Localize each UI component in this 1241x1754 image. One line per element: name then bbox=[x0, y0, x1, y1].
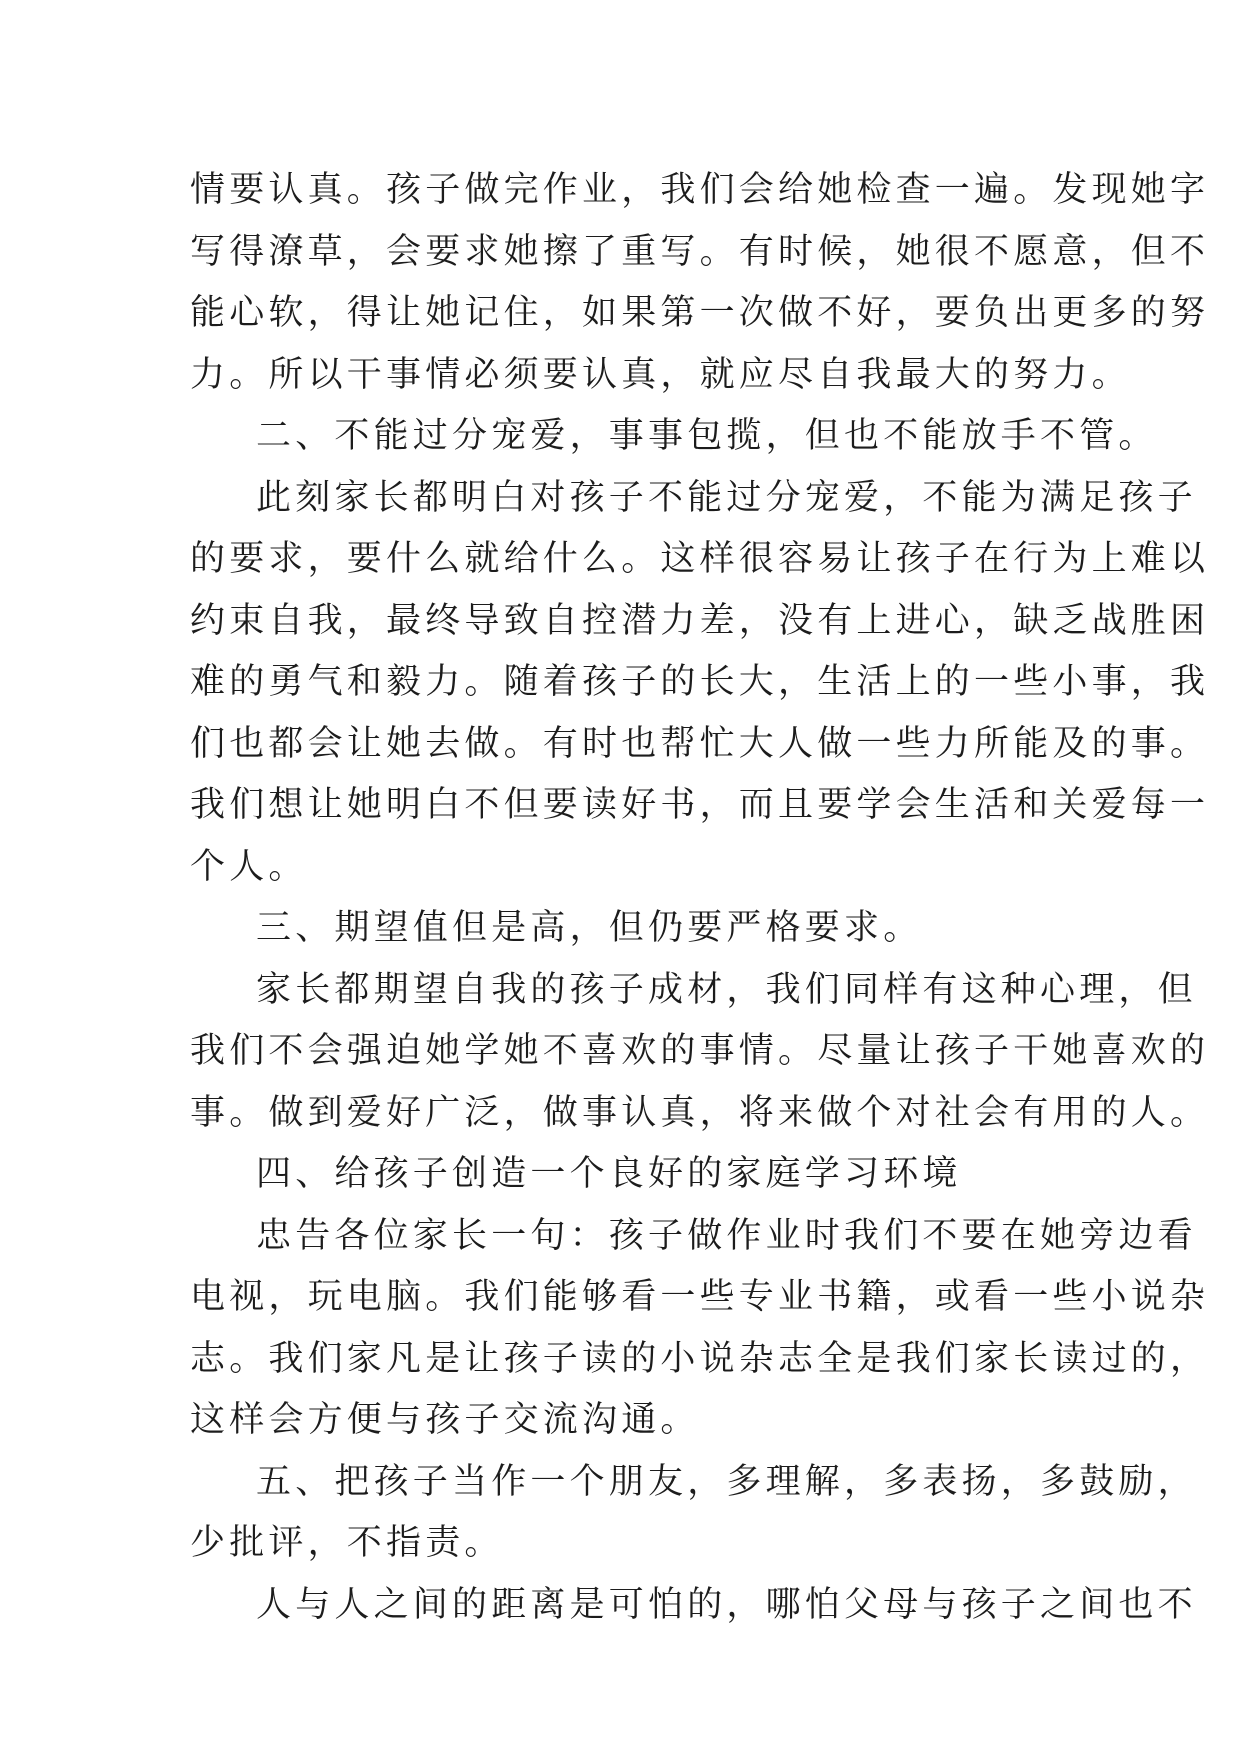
text-line: 电视，玩电脑。我们能够看一些专业书籍，或看一些小说杂 bbox=[190, 1277, 1210, 1317]
text-line: 志。我们家凡是让孩子读的小说杂志全是我们家长读过的， bbox=[190, 1338, 1210, 1379]
body-text bbox=[190, 160, 1210, 1636]
text-line: 情要认真。孩子做完作业，我们会给她检查一遍。发现她字 bbox=[190, 170, 1210, 210]
text-line: 们也都会让她去做。有时也帮忙大人做一些力所能及的事。 bbox=[190, 723, 1210, 764]
text-line: 写得潦草，会要求她擦了重写。有时候，她很不愿意，但不 bbox=[190, 231, 1210, 272]
text-line: 个人。 bbox=[190, 846, 308, 887]
text-line: 的要求，要什么就给什么。这样很容易让孩子在行为上难以 bbox=[190, 539, 1210, 579]
text-line: 这样会方便与孩子交流沟通。 bbox=[190, 1400, 700, 1440]
text-line: 我们想让她明白不但要读好书，而且要学会生活和关爱每一 bbox=[190, 785, 1210, 825]
paragraph-start: 人与人之间的距离是可怕的，哪怕父母与孩子之间也不 bbox=[256, 1584, 1197, 1625]
section-heading-2: 二、不能过分宠爱，事事包揽，但也不能放手不管。 bbox=[256, 416, 1158, 456]
paragraph-start: 家长都期望自我的孩子成材，我们同样有这种心理，但 bbox=[256, 969, 1197, 1010]
paragraph-start: 忠告各位家长一句：孩子做作业时我们不要在她旁边看 bbox=[256, 1215, 1197, 1256]
text-line: 我们不会强迫她学她不喜欢的事情。尽量让孩子干她喜欢的 bbox=[190, 1031, 1210, 1071]
text-line: 难的勇气和毅力。随着孩子的长大，生活上的一些小事，我 bbox=[190, 662, 1210, 702]
section-heading-4: 四、给孩子创造一个良好的家庭学习环境 bbox=[256, 1154, 962, 1194]
text-line: 事。做到爱好广泛，做事认真，将来做个对社会有用的人。 bbox=[190, 1092, 1210, 1133]
text-line: 能心软，得让她记住，如果第一次做不好，要负出更多的努 bbox=[190, 293, 1210, 333]
section-heading-5: 五、把孩子当作一个朋友，多理解，多表扬，多鼓励， bbox=[256, 1461, 1197, 1502]
paragraph-start: 此刻家长都明白对孩子不能过分宠爱，不能为满足孩子 bbox=[256, 477, 1197, 518]
text-line: 约束自我，最终导致自控潜力差，没有上进心，缺乏战胜困 bbox=[190, 600, 1210, 641]
section-heading-3: 三、期望值但是高，但仍要严格要求。 bbox=[256, 908, 923, 948]
text-line: 力。所以干事情必须要认真，就应尽自我最大的努力。 bbox=[190, 354, 1131, 395]
text-line: 少批评，不指责。 bbox=[190, 1523, 504, 1563]
